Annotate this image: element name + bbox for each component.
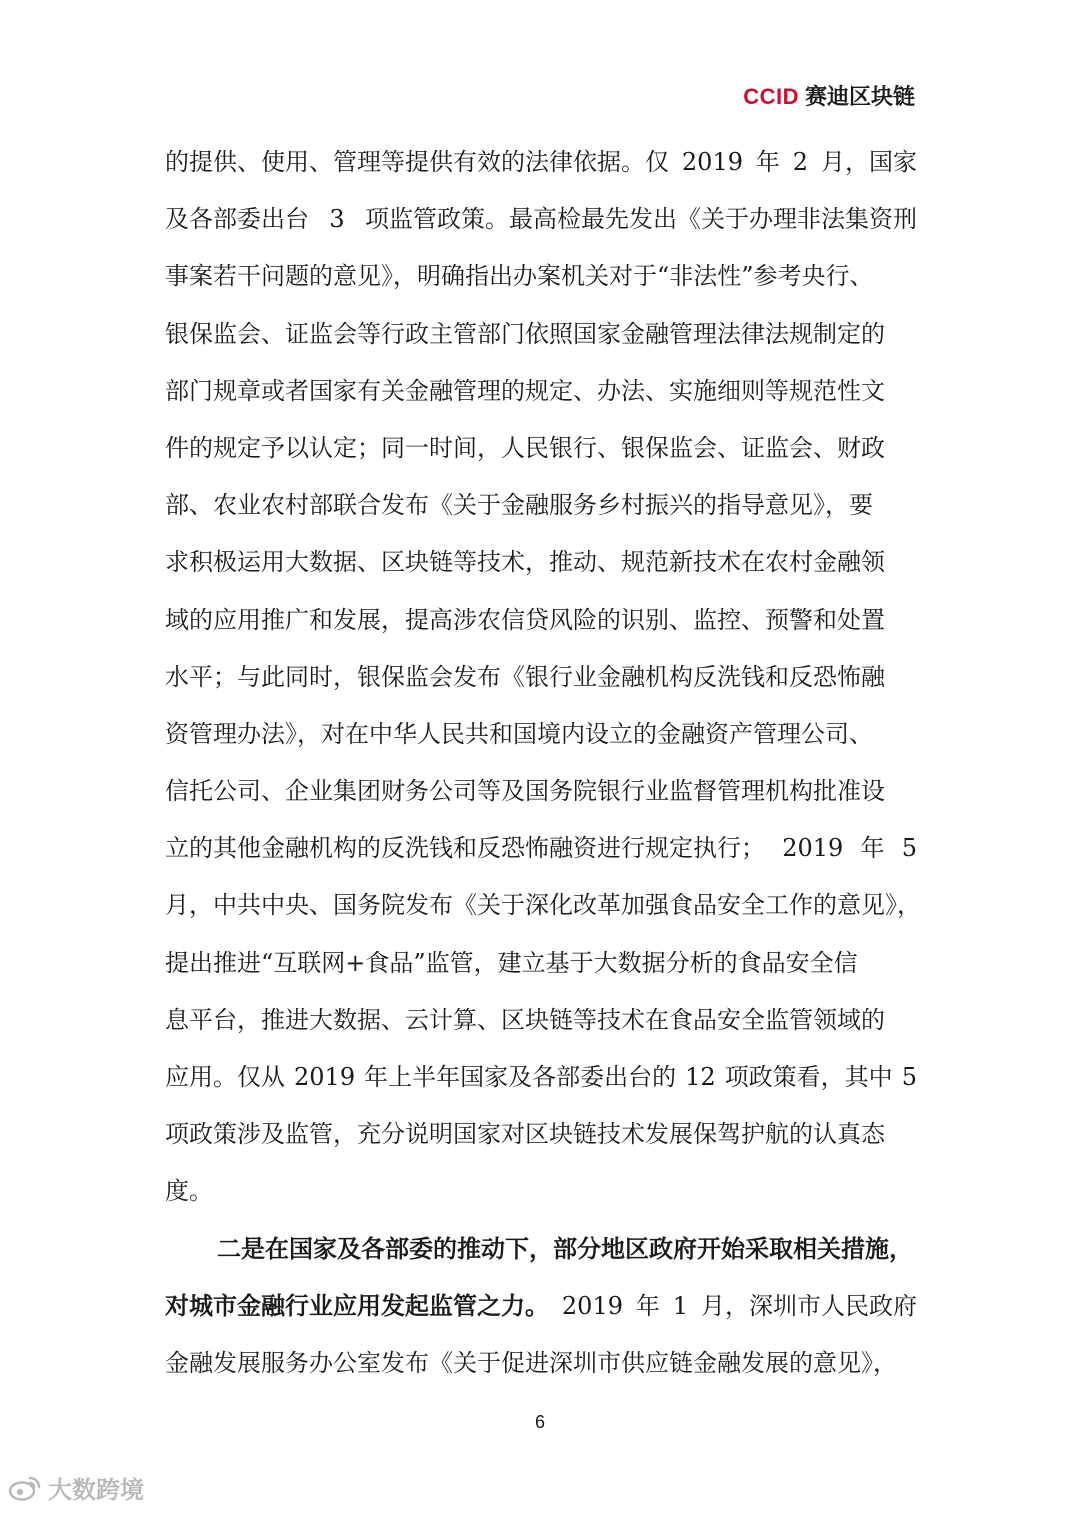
text-segment: 年 xyxy=(635,1291,660,1320)
text-segment: 及各部委出台 xyxy=(165,205,309,234)
text-segment: 1 xyxy=(672,1291,689,1320)
text-segment: 2019 xyxy=(681,148,743,176)
text-segment: 部、农业农村部联合发布《关于金融服务乡村振兴的指导意见》，要 xyxy=(165,491,873,520)
text-segment: 项监管政策。最高检最先发出《关于办理非法集资刑 xyxy=(365,205,917,234)
text-segment: 2019 xyxy=(294,1063,356,1091)
text-segment: 5 xyxy=(901,834,917,863)
text-segment: 部门规章或者国家有关金融管理的规定、办法、实施细则等规范性文 xyxy=(165,376,885,405)
text-line xyxy=(165,1229,917,1286)
text-segment: 对城市金融行业应用发起监管之力。 xyxy=(165,1290,549,1320)
text-segment: 息平台，推进大数据、云计算、区块链等技术在食品安全监管领域的 xyxy=(165,1005,885,1034)
text-line xyxy=(165,943,917,1000)
text-line xyxy=(165,199,917,256)
text-line xyxy=(165,600,917,657)
text-segment: 水平；与此同时，银保监会发布《银行业金融机构反洗钱和反恐怖融 xyxy=(165,662,885,691)
text-segment: 月，深圳市人民政府 xyxy=(700,1291,917,1320)
body-text xyxy=(165,142,921,1400)
text-segment: 5 xyxy=(901,1063,917,1091)
text-line xyxy=(165,542,917,599)
text-segment: 件的规定予以认定；同一时间，人民银行、银保监会、证监会、财政 xyxy=(165,433,885,462)
text-segment: 的提供、使用、管理等提供有效的法律依据。仅 xyxy=(165,148,669,176)
text-segment: 资管理办法》，对在中华人民共和国境内设立的金融资产管理公司、 xyxy=(165,719,873,748)
text-segment: 提出推进“互联网+食品”监管，建立基于大数据分析的食品安全信 xyxy=(165,948,858,977)
text-line xyxy=(165,1057,917,1114)
text-segment: 二是在国家及各部委的推动下，部分地区政府开始采取相关措施， xyxy=(217,1233,913,1263)
text-line xyxy=(165,771,917,828)
header-subtitle: 赛迪区块链 xyxy=(804,84,915,109)
text-segment: 立的其他金融机构的反洗钱和反恐怖融资进行规定执行； xyxy=(165,834,765,863)
text-line xyxy=(165,1000,917,1057)
text-line xyxy=(165,885,921,942)
text-line xyxy=(165,256,917,313)
text-segment: 2 xyxy=(792,148,809,176)
text-segment: 求积极运用大数据、区块链等技术，推动、规范新技术在农村金融领 xyxy=(165,548,885,577)
text-segment: 应用。仅从 xyxy=(165,1063,285,1091)
text-segment: 3 xyxy=(329,205,345,234)
text-segment: 12 xyxy=(685,1063,716,1091)
text-line xyxy=(165,1171,917,1228)
text-segment: 域的应用推广和发展，提高涉农信贷风险的识别、监控、预警和处置 xyxy=(165,605,885,634)
text-line xyxy=(165,657,917,714)
page-number: 6 xyxy=(534,1412,545,1432)
text-segment: 银保监会、证监会等行政主管部门依照国家金融管理法律法规制定的 xyxy=(165,319,885,348)
header-brand: CCID xyxy=(743,84,799,109)
text-segment: 信托公司、企业集团财务公司等及国务院银行业监督管理机构批准设 xyxy=(165,777,885,806)
text-segment: 年上半年国家及各部委出台的 xyxy=(364,1063,677,1091)
text-line xyxy=(165,371,917,428)
text-line xyxy=(165,828,917,885)
text-segment: 月，国家 xyxy=(820,148,917,176)
text-segment: 度。 xyxy=(165,1177,213,1206)
text-segment: 2019 xyxy=(561,1291,623,1320)
text-segment: 2019 xyxy=(782,834,844,863)
text-line xyxy=(165,428,917,485)
text-line xyxy=(165,142,917,199)
text-segment: 金融发展服务办公室发布《关于促进深圳市供应链金融发展的意见》， xyxy=(165,1348,897,1377)
text-segment: 项政策涉及监管，充分说明国家对区块链技术发展保驾护航的认真态 xyxy=(165,1120,885,1149)
text-segment: 年 xyxy=(755,148,780,176)
text-line xyxy=(165,485,917,542)
watermark-text: 大数跨境 xyxy=(48,1476,144,1504)
text-segment: 年 xyxy=(860,834,885,863)
weibo-logo-icon xyxy=(8,1474,42,1502)
text-line xyxy=(165,314,917,371)
text-segment: 事案若干问题的意见》，明确指出办案机关对于“非法性”参考央行、 xyxy=(165,262,874,291)
text-line xyxy=(165,1286,917,1343)
text-line xyxy=(165,714,917,771)
text-line xyxy=(165,1343,917,1400)
watermark xyxy=(8,1470,144,1505)
text-segment: 月，中共中央、国务院发布《关于深化改革加强食品安全工作的意见》， xyxy=(165,891,921,920)
page-header xyxy=(743,80,915,111)
text-line xyxy=(165,1114,917,1171)
text-segment: 项政策看，其中 xyxy=(724,1063,893,1091)
